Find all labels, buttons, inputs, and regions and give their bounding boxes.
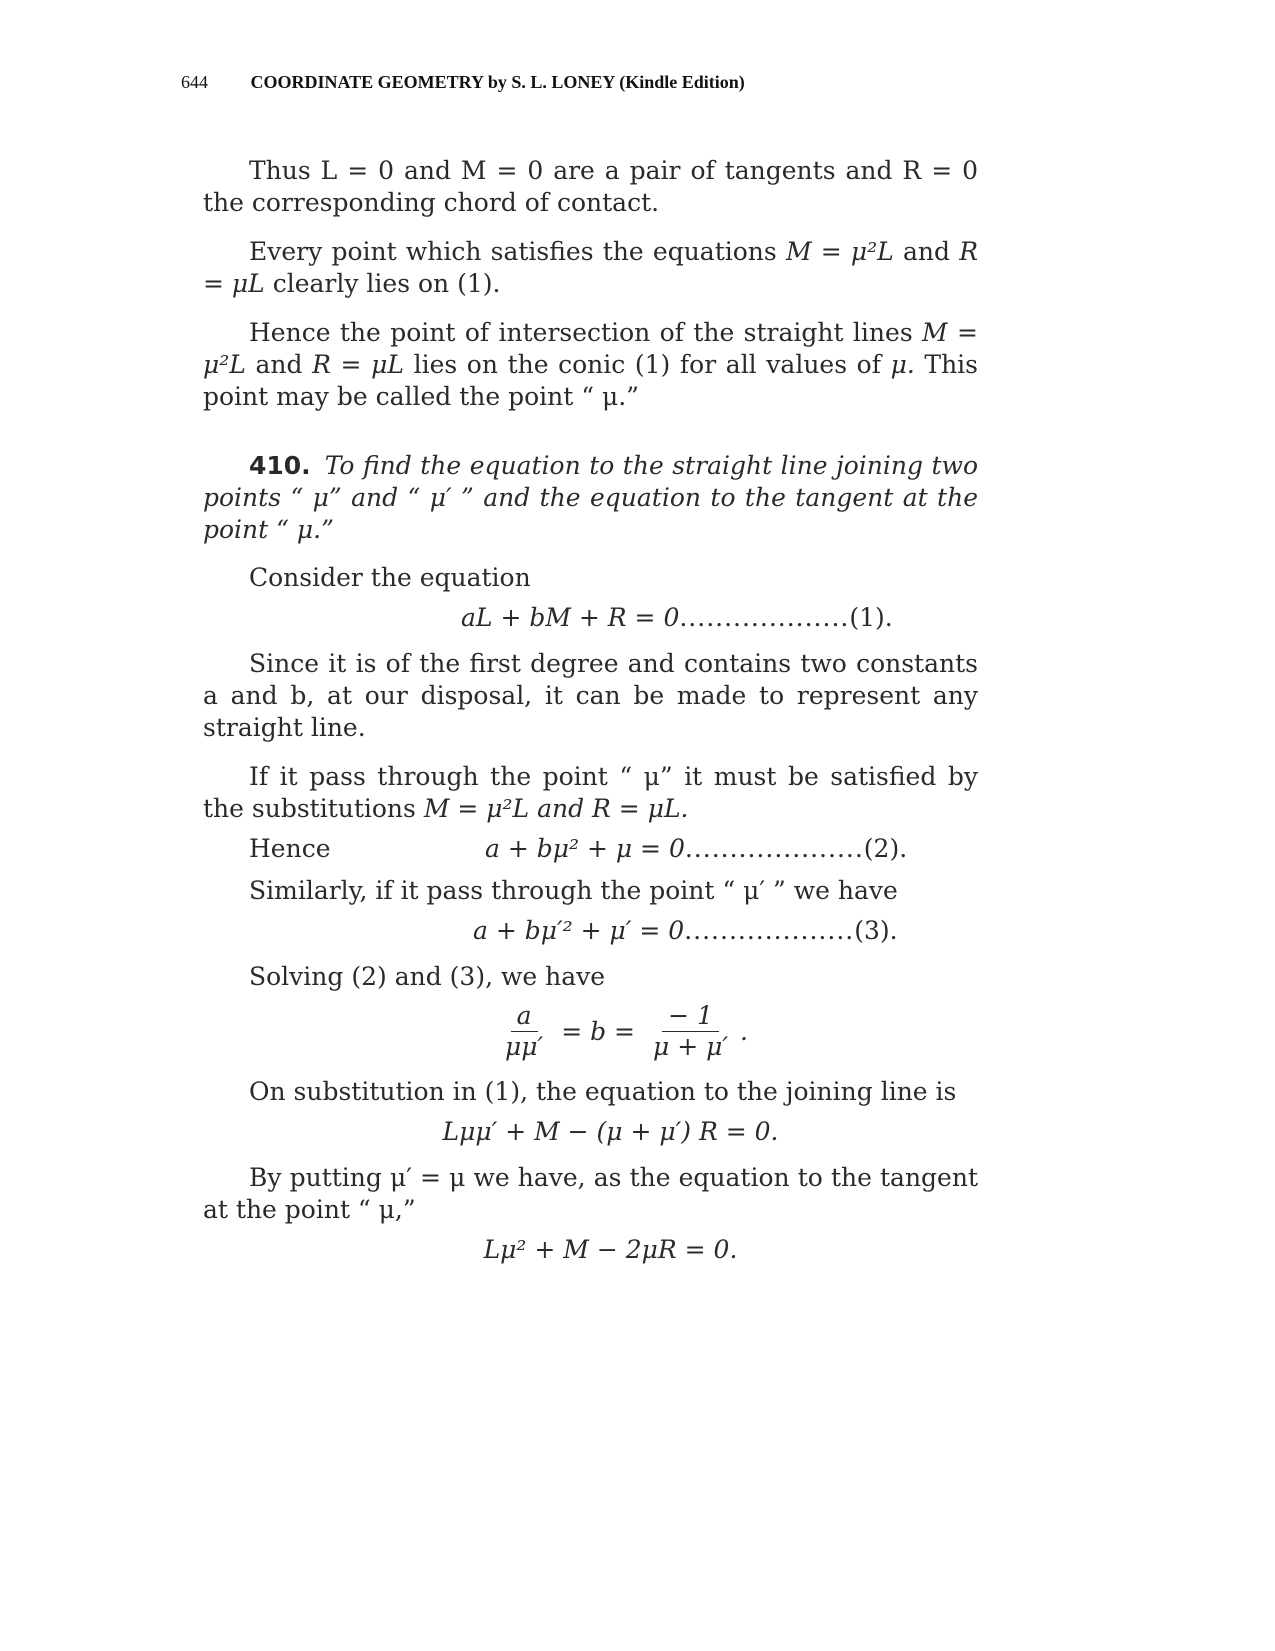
equation-inline: M = μ²L and R = μL. xyxy=(423,794,689,823)
paragraph-solving: Solving (2) and (3), we have xyxy=(249,962,606,991)
leader-dots: ................... xyxy=(684,916,855,945)
text-segment: This point may be called the point “ μ.” xyxy=(203,350,978,411)
equation-2-row xyxy=(249,833,978,865)
paragraph-putting: By putting μ′ = μ we have, as the equation to the tangent at the point “ μ,” xyxy=(203,1163,978,1224)
equation-inline: M = μ²L xyxy=(203,318,978,379)
equation-1-expr: aL + bM + R = 0 xyxy=(461,603,680,632)
fraction-period: . xyxy=(740,1016,748,1046)
article-410 xyxy=(203,450,978,546)
fraction-b xyxy=(647,1001,734,1062)
paragraph-every-point xyxy=(203,236,978,300)
text-segment: and xyxy=(893,237,960,266)
equation-1 xyxy=(203,602,978,634)
paragraph-since: Since it is of the first degree and contains two constants a and b, at our disposal, it can be made to represent any straight line. xyxy=(203,649,978,742)
paragraph-if-pass xyxy=(203,761,978,825)
equation-1-number: (1). xyxy=(849,603,893,632)
text-segment: lies on the conic (1) for all values of xyxy=(403,350,891,379)
fraction-numerator: a xyxy=(511,1001,538,1032)
hence-label: Hence xyxy=(249,834,331,863)
leader-dots: .................... xyxy=(684,834,864,863)
equation-3 xyxy=(203,915,978,947)
article-number: 410. xyxy=(249,451,311,480)
equation-3-number: (3). xyxy=(854,916,898,945)
equation-3-expr: a + bμ′² + μ′ = 0 xyxy=(473,916,685,945)
paragraph-similarly: Similarly, if it pass through the point “ μ′ ” we have xyxy=(249,876,898,905)
solution-fraction xyxy=(263,1001,978,1062)
tangent-equation: Lμ² + M − 2μR = 0. xyxy=(483,1235,738,1264)
leader-dots: ................... xyxy=(679,603,850,632)
page-body xyxy=(203,155,978,1280)
equation-2-expr: a + bμ² + μ = 0 xyxy=(485,834,685,863)
equation-inline: R = μL xyxy=(312,350,404,379)
text-segment: If it pass through the point “ μ” it must be satisfied by the substitutions xyxy=(203,762,978,823)
paragraph-tangents: Thus L = 0 and M = 0 are a pair of tangents and R = 0 the corresponding chord of contact. xyxy=(203,156,978,217)
fraction-denominator: μμ′ xyxy=(505,1032,544,1061)
equals-b: = b = xyxy=(561,1016,635,1046)
paragraph-consider: Consider the equation xyxy=(249,563,531,592)
fraction-a xyxy=(499,1001,549,1062)
equation-inline: R = μL xyxy=(203,237,979,298)
text-segment: Hence the point of intersection of the straight lines xyxy=(249,318,923,347)
mu-symbol: μ. xyxy=(890,350,915,379)
text-segment: Every point which satisfies the equations xyxy=(249,237,786,266)
equation-inline: M = μ²L xyxy=(785,237,894,266)
paragraph-substitution: On substitution in (1), the equation to the joining line is xyxy=(249,1077,957,1106)
book-title: COORDINATE GEOMETRY by S. L. LONEY (Kindle Edition) xyxy=(250,72,745,92)
equation-2-number: (2). xyxy=(863,834,908,863)
joining-line-equation: Lμμ′ + M − (μ + μ′) R = 0. xyxy=(442,1117,779,1146)
fraction-numerator: − 1 xyxy=(662,1001,719,1032)
article-statement: To find the equation to the straight line joining two points “ μ” and “ μ′ ” and the equation to the tangent at the point “ μ.” xyxy=(203,451,978,544)
page-number: 644 xyxy=(181,72,208,92)
page-header xyxy=(181,72,745,93)
text-segment: and xyxy=(245,350,313,379)
paragraph-intersection xyxy=(203,317,978,413)
fraction-denominator: μ + μ′ xyxy=(653,1032,729,1061)
text-segment: clearly lies on (1). xyxy=(264,269,501,298)
